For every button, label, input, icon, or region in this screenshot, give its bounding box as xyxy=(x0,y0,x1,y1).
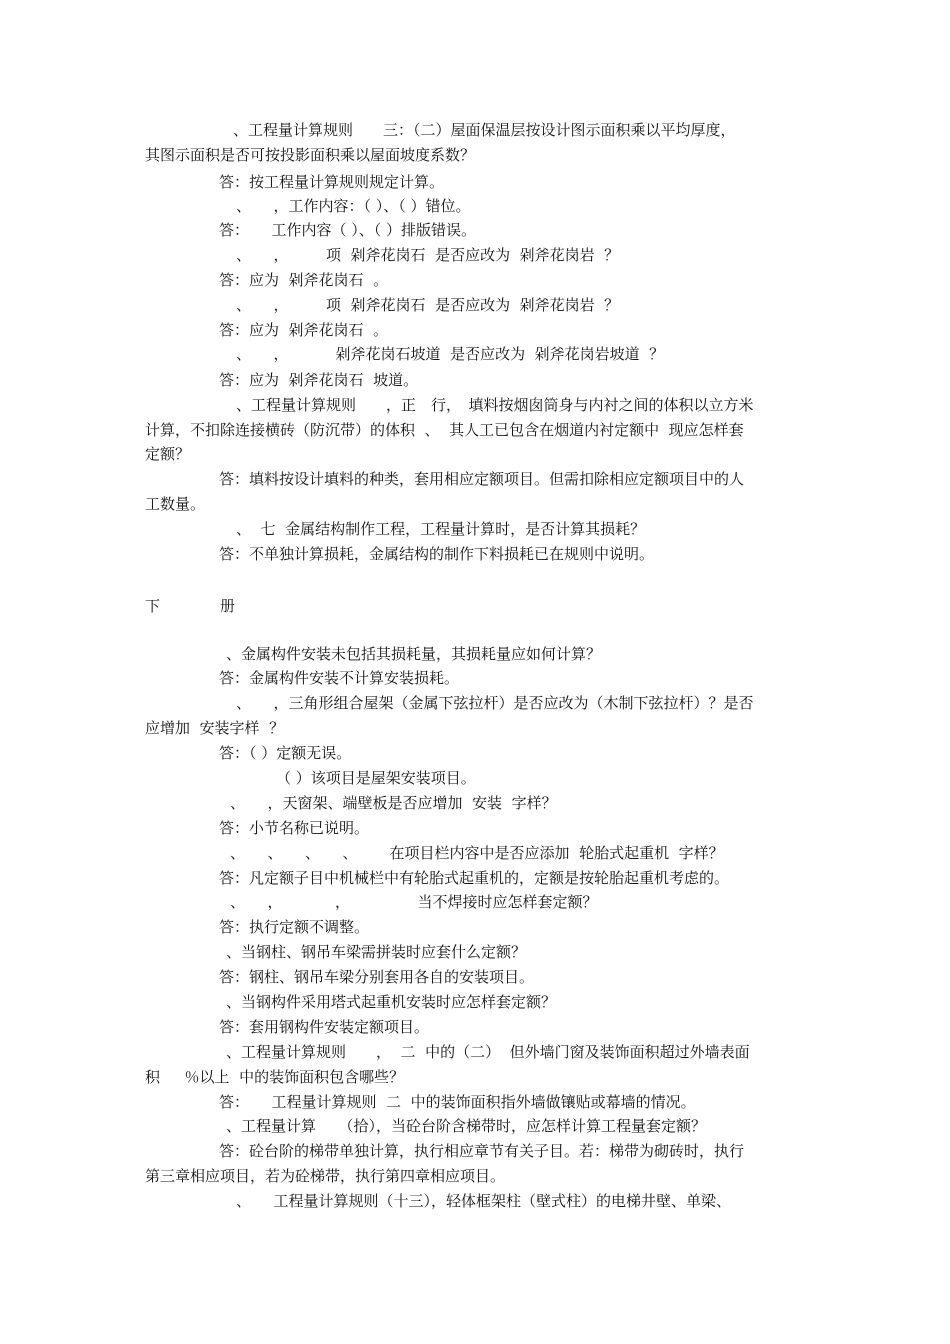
text-line: 答：应为 剁斧花岗石 。 xyxy=(219,271,389,289)
text-line: 答：按工程量计算规则规定计算。 xyxy=(219,173,445,191)
text-line: 答：执行定额不调整。 xyxy=(219,918,370,936)
text-line: 、 ，天窗架、端壁板是否应增加 安装 字样？ xyxy=(230,794,557,812)
text-line: 工数量。 xyxy=(145,495,206,513)
text-line: （ ）该项目是屋架安装项目。 xyxy=(276,769,476,787)
text-line: 、当钢柱、钢吊车梁需拼装时应套什么定额？ xyxy=(226,943,527,961)
text-line: 答：填料按设计填料的种类，套用相应定额项目。但需扣除相应定额项目中的人 xyxy=(219,470,745,488)
text-line: 、 、 、 、 在项目栏内容中是否应添加 轮胎式起重机 字样？ xyxy=(230,844,724,862)
text-line: 、工程量计算 （拾），当砼台阶含梯带时，应怎样计算工程量套定额？ xyxy=(226,1117,707,1135)
text-line: 答：砼台阶的梯带单独计算，执行相应章节有关子目。若：梯带为砌砖时，执行 xyxy=(219,1142,745,1160)
section-heading: 下 册 xyxy=(145,597,236,615)
text-line: 、 ， 项 剁斧花岗石 是否应改为 剁斧花岗岩 ？ xyxy=(236,296,620,314)
text-line: 积 ％以上 中的装饰面积包含哪些？ xyxy=(145,1068,405,1086)
text-line: 、 ， ， 当不焊接时应怎样套定额？ xyxy=(230,893,598,911)
text-line: 、当钢构件采用塔式起重机安装时应怎样套定额？ xyxy=(226,993,557,1011)
text-line: 、金属构件安装未包括其损耗量，其损耗量应如何计算？ xyxy=(226,645,602,663)
text-line: 答：凡定额子目中机械栏中有轮胎式起重机的，定额是按轮胎起重机考虑的。 xyxy=(219,869,730,887)
text-line: 答：套用钢构件安装定额项目。 xyxy=(219,1018,430,1036)
text-line: 定额？ xyxy=(145,445,191,463)
text-line: 答： 工程量计算规则 二 中的装饰面积指外墙做镶贴或幕墙的情况。 xyxy=(219,1093,696,1111)
text-line: 应增加 安装字样 ？ xyxy=(145,719,285,737)
text-line: 答：应为 剁斧花岗石 。 xyxy=(219,321,389,339)
text-line: 、工程量计算规则 三：（二）屋面保温层按设计图示面积乘以平均厚度， xyxy=(233,121,736,139)
text-line: 第三章相应项目，若为砼梯带，执行第四章相应项目。 xyxy=(145,1167,506,1185)
text-line: 答：（ ）定额无误。 xyxy=(219,744,352,762)
text-line: 其图示面积是否可按投影面积乘以屋面坡度系数？ xyxy=(145,146,476,164)
text-line: 答：小节名称已说明。 xyxy=(219,819,370,837)
text-line: 答：应为 剁斧花岗石 坡道。 xyxy=(219,371,419,389)
text-line: 答： 工作内容（ ）、（ ）排版错误。 xyxy=(219,221,477,239)
text-line: 、 工程量计算规则（十三），轻体框架柱（壁式柱）的电梯井壁、单梁、 xyxy=(236,1192,732,1210)
text-line: 、工程量计算规则 ，正 行， 填料按烟囱筒身与内衬之间的体积以立方米 xyxy=(236,396,754,414)
text-line: 答：金属构件安装不计算安装损耗。 xyxy=(219,669,460,687)
text-line: 、 ，三角形组合屋架（金属下弦拉杆）是否应改为（木制下弦拉杆）？是否 xyxy=(236,694,754,712)
text-line: 计算，不扣除连接横砖（防沉带）的体积 、 其人工已包含在烟道内衬定额中 现应怎样套 xyxy=(145,421,744,439)
text-line: 答：钢柱、钢吊车梁分别套用各自的安装项目。 xyxy=(219,968,535,986)
text-line: 、 ， 剁斧花岗石坡道 是否应改为 剁斧花岗岩坡道 ？ xyxy=(236,345,665,363)
text-line: 、 ，工作内容：（ ）、（ ）错位。 xyxy=(236,197,471,215)
text-line: 、 七 金属结构制作工程，工程量计算时，是否计算其损耗？ xyxy=(236,520,646,538)
text-line: 、 ， 项 剁斧花岗石 是否应改为 剁斧花岗岩 ？ xyxy=(236,246,620,264)
text-line: 答：不单独计算损耗，金属结构的制作下料损耗已在规则中说明。 xyxy=(219,545,655,563)
text-line: 、工程量计算规则 ， 二 中的（二） 但外墙门窗及装饰面积超过外墙表面 xyxy=(226,1043,750,1061)
